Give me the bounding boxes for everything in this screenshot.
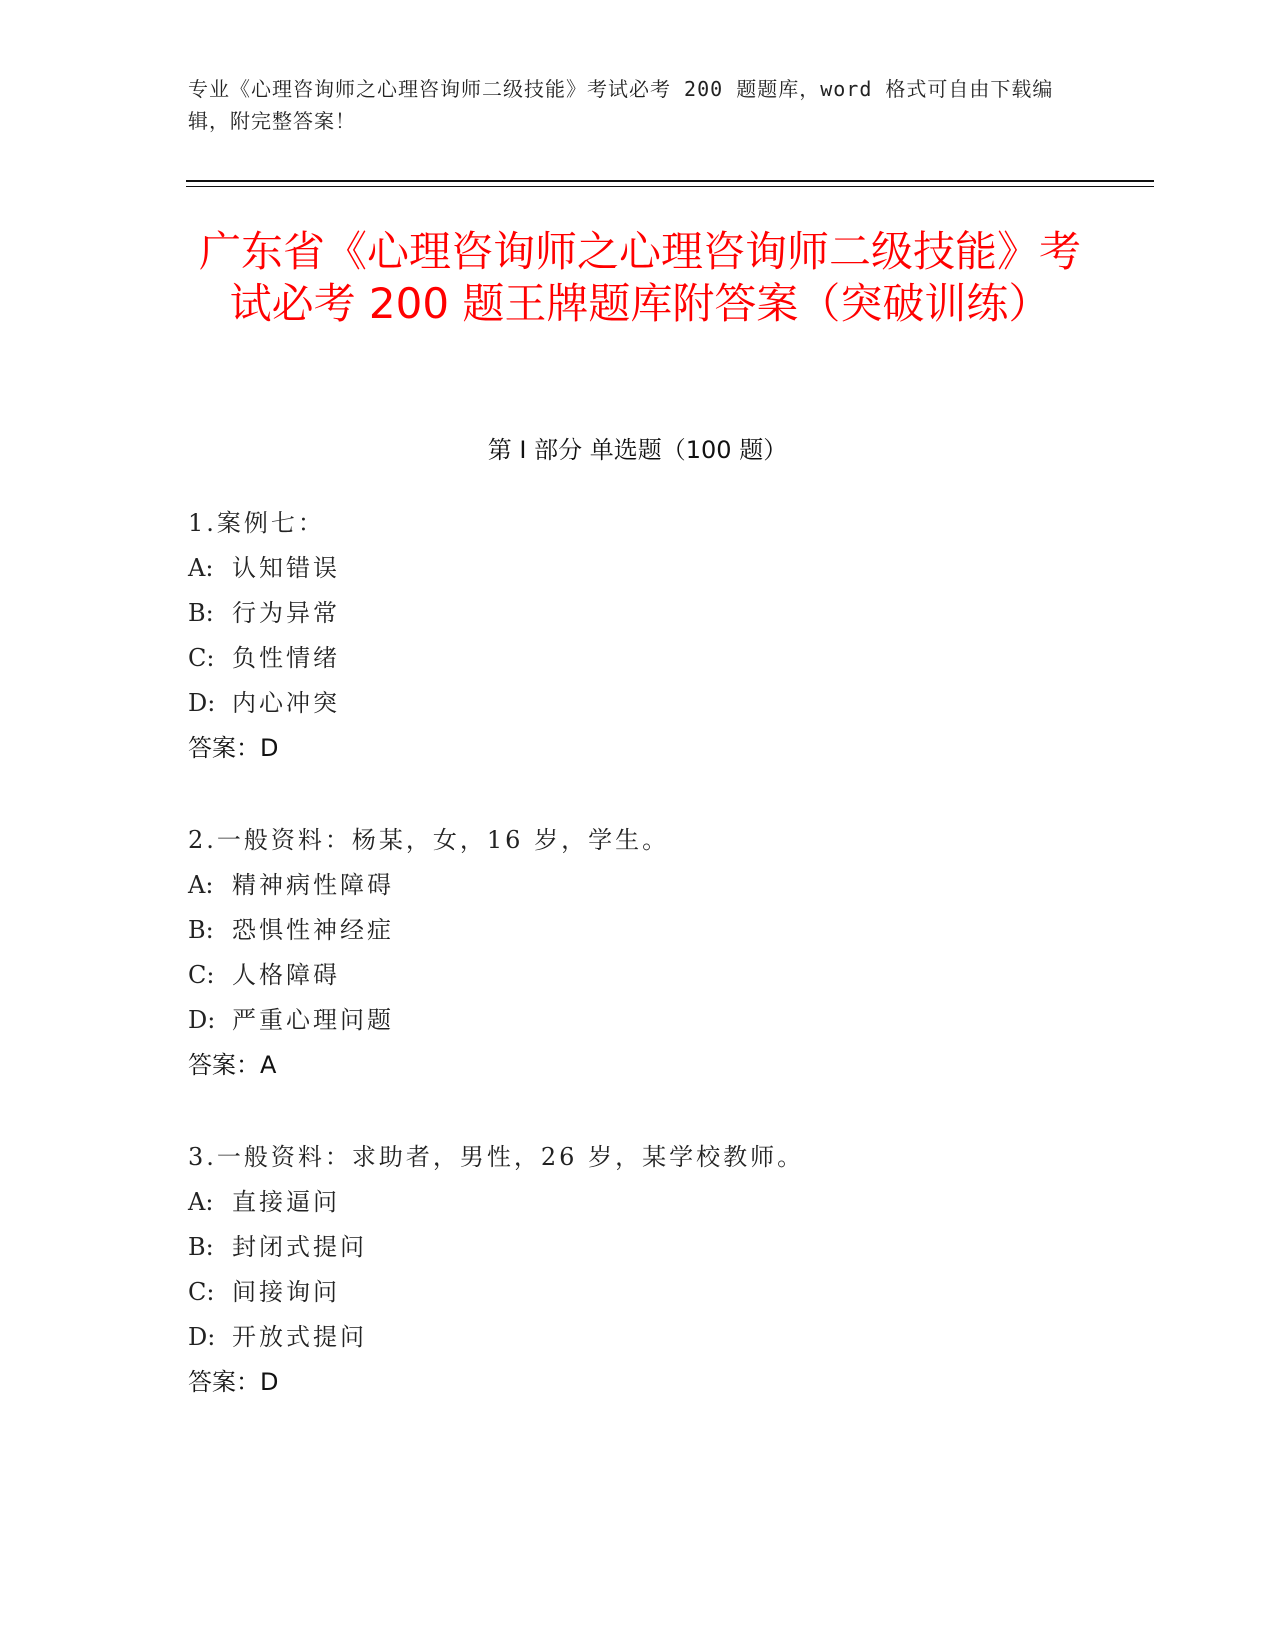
question-3 [188, 1135, 1088, 1405]
option-letter: A: [188, 1188, 214, 1216]
option-letter: A: [188, 871, 214, 899]
answer-line: 答案：A [188, 1051, 277, 1079]
option-text: 开放式提问 [232, 1323, 367, 1351]
option-text: 恐惧性神经症 [232, 916, 394, 944]
option-text: 间接询问 [232, 1278, 340, 1306]
option-a [188, 1180, 1088, 1225]
document-title: 广东省《心理咨询师之心理咨询师二级技能》考试必考 200 题王牌题库附答案（突破训练） [198, 227, 1081, 328]
option-letter: D: [188, 1006, 216, 1034]
option-c [188, 1270, 1088, 1315]
option-letter: B: [188, 1233, 214, 1261]
option-d [188, 998, 1088, 1043]
question-stem: 3.一般资料：求助者，男性，26 岁，某学校教师。 [188, 1143, 805, 1171]
option-d [188, 681, 1088, 726]
option-d [188, 1315, 1088, 1360]
option-text: 精神病性障碍 [232, 871, 394, 899]
option-letter: D: [188, 689, 216, 717]
option-text: 内心冲突 [232, 689, 340, 717]
option-b [188, 591, 1088, 636]
header-note: 专业《心理咨询师之心理咨询师二级技能》考试必考 200 题题库，word 格式可自由下载编辑，附完整答案！ [188, 77, 1054, 133]
option-a [188, 863, 1088, 908]
answer-line: 答案：D [188, 1368, 279, 1396]
question-stem: 2.一般资料：杨某，女，16 岁，学生。 [188, 826, 670, 854]
option-a [188, 546, 1088, 591]
question-stem: 1.案例七： [188, 509, 325, 537]
section-heading: 第 I 部分 单选题（100 题） [487, 436, 788, 464]
question-1 [188, 501, 1088, 771]
option-letter: B: [188, 599, 214, 627]
option-text: 封闭式提问 [232, 1233, 367, 1261]
option-letter: B: [188, 916, 214, 944]
option-letter: C: [188, 961, 215, 989]
header-divider-thin [186, 186, 1154, 187]
option-b [188, 1225, 1088, 1270]
question-2 [188, 818, 1088, 1088]
option-text: 行为异常 [232, 599, 340, 627]
option-c [188, 953, 1088, 998]
option-letter: A: [188, 554, 214, 582]
option-text: 人格障碍 [232, 961, 340, 989]
option-letter: C: [188, 1278, 215, 1306]
option-c [188, 636, 1088, 681]
option-letter: D: [188, 1323, 216, 1351]
option-text: 直接逼问 [232, 1188, 340, 1216]
header-divider-thick [186, 180, 1154, 182]
answer-line: 答案：D [188, 734, 279, 762]
option-letter: C: [188, 644, 215, 672]
option-text: 认知错误 [232, 554, 340, 582]
option-text: 负性情绪 [232, 644, 340, 672]
option-b [188, 908, 1088, 953]
option-text: 严重心理问题 [232, 1006, 394, 1034]
